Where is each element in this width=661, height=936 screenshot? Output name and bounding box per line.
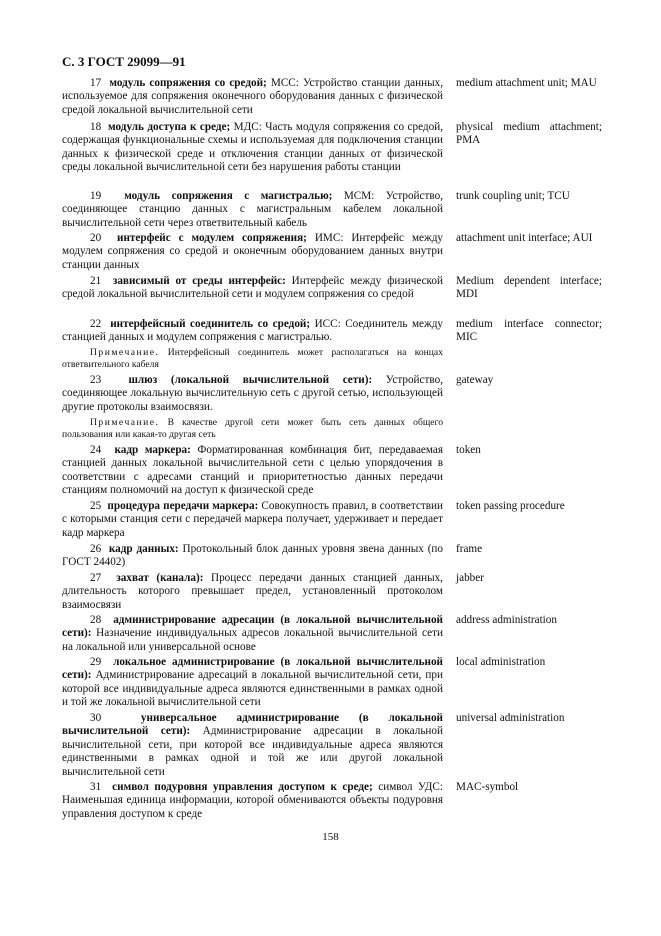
term-english: universal administration [456,712,565,724]
term-definition: 19 модуль сопряжения с магистралью; МСМ: Устройство, соединяющее станцию данных с магистральным кабелем локальной вычислительной сети через ответвительный кабель [62,190,443,229]
term-note: Примечание. В качестве другой сети может быть сеть данных общего пользования или какая-то другая сеть [62,417,443,440]
term-english: token [456,444,481,456]
term-definition: 21 зависимый от среды интерфейс: Интерфейс между физической средой локальной вычислительной сети и модулем сопряжения со средой [62,275,443,301]
page-number: 158 [322,831,339,843]
term-definition: 23 шлюз (локальной вычислительной сети): Устройство, соединяющее локальную вычислительную сеть с другой сетью, использующей другие протоколы взаимосвязи. [62,374,443,413]
term-definition: 26 кадр данных: Протокольный блок данных уровня звена данных (по ГОСТ 24402) [62,543,444,569]
term-english: frame [456,543,483,555]
term-english: trunk coupling unit; TCU [456,190,570,202]
term-english: physical medium attachment; PMA [456,121,602,147]
term-definition: 22 интерфейсный соединитель со средой; ИСС: Соединитель между станцией данных и модулем сопряжения с магистралью. [62,318,443,344]
term-english: jabber [456,572,484,584]
term-definition: 18 модуль доступа к среде; МДС: Часть модуля сопряжения со средой, содержащая функциональные схемы и используемая для подключения станции данных к физической среде и отключения станции данных от физической среды локальной вычислительной сети без нарушения работы станции [62,121,443,174]
term-english: address administration [456,614,557,626]
term-english: Medium dependent interface; MDI [456,275,602,301]
term-definition: 30 универсальное администрирование (в локальной вычислительной сети): Администрирование адресации в локальной вычислительной сети, при которой все индивидуальные адреса являются единственными в рамках одной и той же или другой локальной вычислительной сети [62,712,444,778]
term-english: medium interface connector; MIC [456,318,602,344]
term-english: token passing procedure [456,500,565,512]
term-definition: 31 символ подуровня управления доступом к среде; символ УДС: Наименьшая единица информации, которой обмениваются объекты подуровня управления доступом к среде [62,781,443,820]
term-english: local administration [456,656,546,668]
term-english: MAC-symbol [456,781,519,793]
term-definition: 25 процедура передачи маркера: Совокупность правил, в соответствии с которыми станция сети с передачей маркера получает, удерживает и передает кадр маркера [62,500,443,539]
term-definition: 24 кадр маркера: Форматированная комбинация бит, передаваемая станцией данных локальной вычислительной сети с целью упорядочения в соответствии с адресами станций и приоритетностью данных передачи станциям полномочий на доступ к физической среде [62,444,443,497]
term-definition: 29 локальное администрирование (в локальной вычислительной сети): Администрирование адресаций в локальной вычислительной сети, при которой все индивидуальные адреса являются единственными в рамках одной и той же локальной вычислительной сети [62,656,443,709]
term-english: attachment unit interface; AUI [456,232,593,244]
term-definition: 17 модуль сопряжения со средой; МСС: Устройство станции данных, используемое для сопряжения оконечного оборудования данных с физической средой локальной вычислительной сети [62,77,444,116]
term-definition: 27 захват (канала): Процесс передачи данных станцией данных, длительность которого превышает предел, установленный протоколом взаимосвязи [62,572,443,611]
term-english: medium attachment unit; MAU [456,77,597,89]
page-header: С. 3 ГОСТ 29099—91 [62,54,186,69]
term-definition: 28 администрирование адресации (в локальной вычислительной сети): Назначение индивидуальных адресов локальной вычислительной сети на локальной или универсальной основе [62,614,443,653]
term-note: Примечание. Интерфейсный соединитель может располагаться на концах ответвительного кабеля [62,347,443,370]
term-definition: 20 интерфейс с модулем сопряжения; ИМС: Интерфейс между модулем сопряжения со средой и оконечным оборудованием данных внутри станции данных [62,232,443,271]
term-english: gateway [456,374,494,386]
